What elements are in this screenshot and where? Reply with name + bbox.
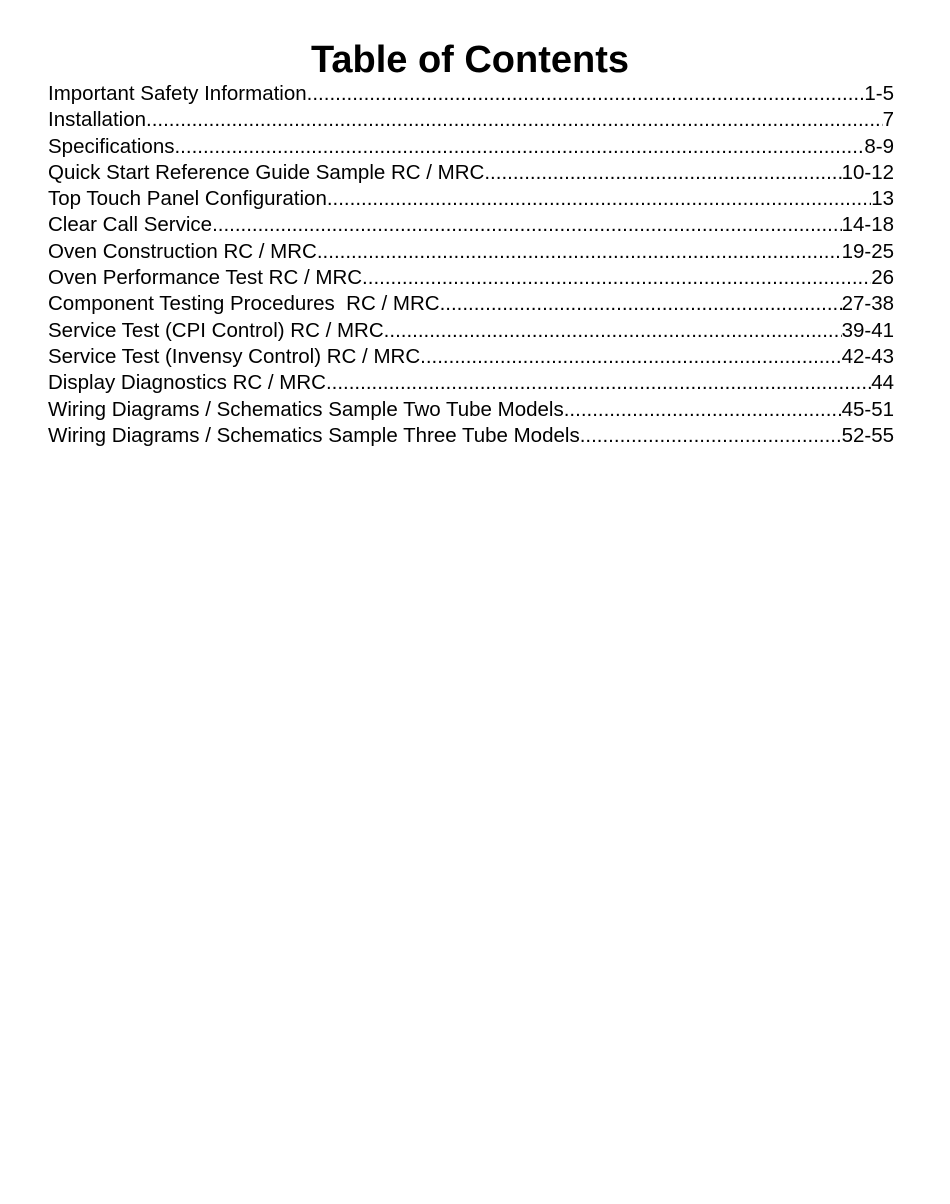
dot-leader [362, 265, 871, 291]
toc-entry [48, 239, 894, 265]
toc-entry [48, 370, 894, 396]
toc-entry-title: Display Diagnostics RC / MRC [48, 371, 326, 395]
toc-entry-title: Clear Call Service [48, 213, 213, 237]
toc-entry [48, 265, 894, 291]
toc-entry-title: Service Test (CPI Control) RC / MRC [48, 318, 384, 342]
table-of-contents [48, 81, 894, 449]
dot-leader [327, 186, 871, 212]
toc-entry [48, 186, 894, 212]
toc-entry-pages: 39-41 [841, 318, 894, 342]
toc-entry [48, 134, 894, 160]
toc-entry-title: Component Testing Procedures RC / MRC [48, 292, 440, 316]
toc-entry [48, 423, 894, 449]
toc-entry-pages: 7 [882, 108, 894, 132]
toc-entry-title: Wiring Diagrams / Schematics Sample Two Tube Models [48, 397, 564, 421]
toc-entry-title: Important Safety Information [48, 82, 307, 105]
dot-leader [212, 212, 842, 238]
toc-entry [48, 212, 894, 238]
toc-entry-title: Quick Start Reference Guide Sample RC / MRC [48, 160, 485, 184]
dot-leader [440, 291, 842, 317]
toc-entry [48, 107, 894, 133]
toc-entry-title: Oven Construction RC / MRC [48, 239, 317, 263]
dot-leader [326, 370, 871, 396]
toc-entry-pages: 27-38 [841, 292, 894, 316]
dot-leader [307, 81, 865, 107]
toc-entry-pages: 26 [871, 266, 894, 290]
dot-leader [174, 134, 864, 160]
dot-leader [484, 160, 841, 186]
toc-entry-pages: 10-12 [841, 160, 894, 184]
toc-entry-pages: 13 [871, 187, 894, 211]
toc-entry-title: Service Test (Invensy Control) RC / MRC [48, 344, 421, 368]
toc-entry-pages: 1-5 [864, 82, 894, 105]
toc-entry-title: Oven Performance Test RC / MRC [48, 266, 363, 290]
toc-entry-title: Installation [48, 108, 147, 132]
dot-leader [384, 318, 842, 344]
toc-entry-title: Specifications [48, 134, 175, 158]
toc-entry [48, 318, 894, 344]
toc-entry [48, 397, 894, 423]
toc-entry-pages: 45-51 [841, 397, 894, 421]
toc-entry-pages: 42-43 [841, 344, 894, 368]
toc-entry-pages: 44 [871, 371, 894, 395]
toc-entry-title: Wiring Diagrams / Schematics Sample Three Tube Models [48, 423, 580, 447]
toc-entry [48, 81, 894, 107]
dot-leader [317, 239, 842, 265]
dot-leader [146, 107, 883, 133]
dot-leader [580, 423, 842, 449]
toc-entry [48, 344, 894, 370]
toc-entry [48, 291, 894, 317]
toc-entry-pages: 19-25 [841, 239, 894, 263]
toc-entry-pages: 8-9 [864, 134, 894, 158]
toc-entry-pages: 14-18 [841, 213, 894, 237]
page-title: Table of Contents [310, 39, 630, 82]
toc-entry-title: Top Touch Panel Configuration [48, 187, 327, 211]
dot-leader [420, 344, 841, 370]
dot-leader [564, 397, 842, 423]
toc-entry [48, 160, 894, 186]
toc-entry-pages: 52-55 [841, 423, 894, 447]
